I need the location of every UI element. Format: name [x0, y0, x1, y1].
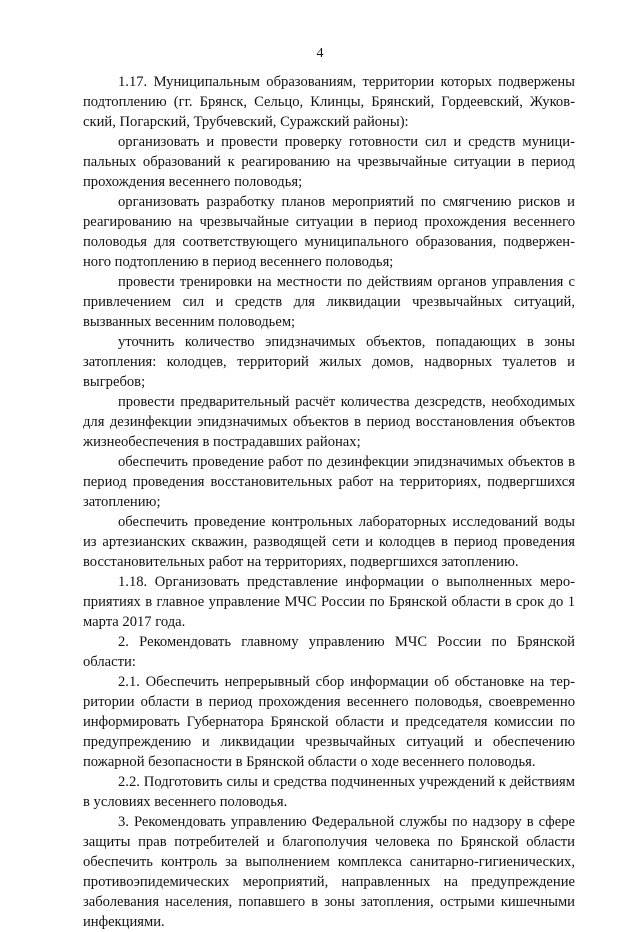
document-body [83, 72, 575, 932]
list-item-disinfection-works: обеспечить проведение работ по дезинфекции эпидзначимых объектов в период проведения восстановительных работ на территориях, подвергшихся затоплению; [83, 454, 575, 510]
paragraph-2-2: 2.2. Подготовить силы и средства подчиненных учреждений к действиям в условиях весеннего половодья. [83, 774, 575, 810]
list-item-field-training: провести тренировки на местности по действиям органов управления с привлечением сил и средств для ликвидации чрезвычайных ситуаций, вызванных весенним половодьем; [83, 274, 575, 330]
paragraph-1-17: 1.17. Муниципальным образованиям, территории которых подвержены подтоплению (гг. Брянск, Сельцо, Клинцы, Брянский, Гордеевский, Жуковский, Погарский, Трубчевский, Суражский районы): [83, 74, 575, 130]
paragraph-2-1: 2.1. Обеспечить непрерывный сбор информации об обстановке на территории области в период прохождения весеннего половодья, своевременно информировать Губернатора Брянской области и председателя комиссии по предупреждению и ликвидации чрезвычайных ситуаций и обеспечению пожарной безопасности в Брянской области о ходе весеннего половодья. [83, 674, 575, 770]
paragraph-3: 3. Рекомендовать управлению Федеральной службы по надзору в сфере защиты прав потребителей и благополучия человека по Брянской области обеспечить контроль за выполнением комплекса санитарно-гигиенических, противоэпидемических мероприятий, направленных на предупреждение заболевания населения, попавшего в зоны затопления, острыми кишечными инфекциями. [83, 814, 575, 930]
list-item-risk-plans: организовать разработку планов мероприятий по смягчению рисков и реагированию на чрезвычайные ситуации в период прохождения весеннего половодья для соответствующего муниципального образования, подверженного подтоплению в период весеннего половодья; [83, 194, 575, 270]
list-item-readiness-check: организовать и провести проверку готовности сил и средств муниципальных образований к реагированию на чрезвычайные ситуации в период прохождения весеннего половодья; [83, 134, 575, 190]
list-item-disinfectant-calc: провести предварительный расчёт количества дезсредств, необходимых для дезинфекции эпидзначимых объектов в период восстановления объектов жизнеобеспечения в пострадавших районах; [83, 394, 575, 450]
paragraph-1-18: 1.18. Организовать представление информации о выполненных мероприятиях в главное управление МЧС России по Брянской области в срок до 1 марта 2017 года. [83, 574, 575, 630]
paragraph-2: 2. Рекомендовать главному управлению МЧС России по Брянской области: [83, 634, 575, 670]
list-item-epid-objects-count: уточнить количество эпидзначимых объектов, попадающих в зоны затопления: колодцев, территорий жилых домов, надворных туалетов и выгребов; [83, 334, 575, 390]
list-item-water-tests: обеспечить проведение контрольных лабораторных исследований воды из артезианских скважин, разводящей сети и колодцев в период проведения восстановительных работ на территориях, подвергшихся затоплению. [83, 514, 575, 570]
page-number: 4 [316, 46, 324, 61]
